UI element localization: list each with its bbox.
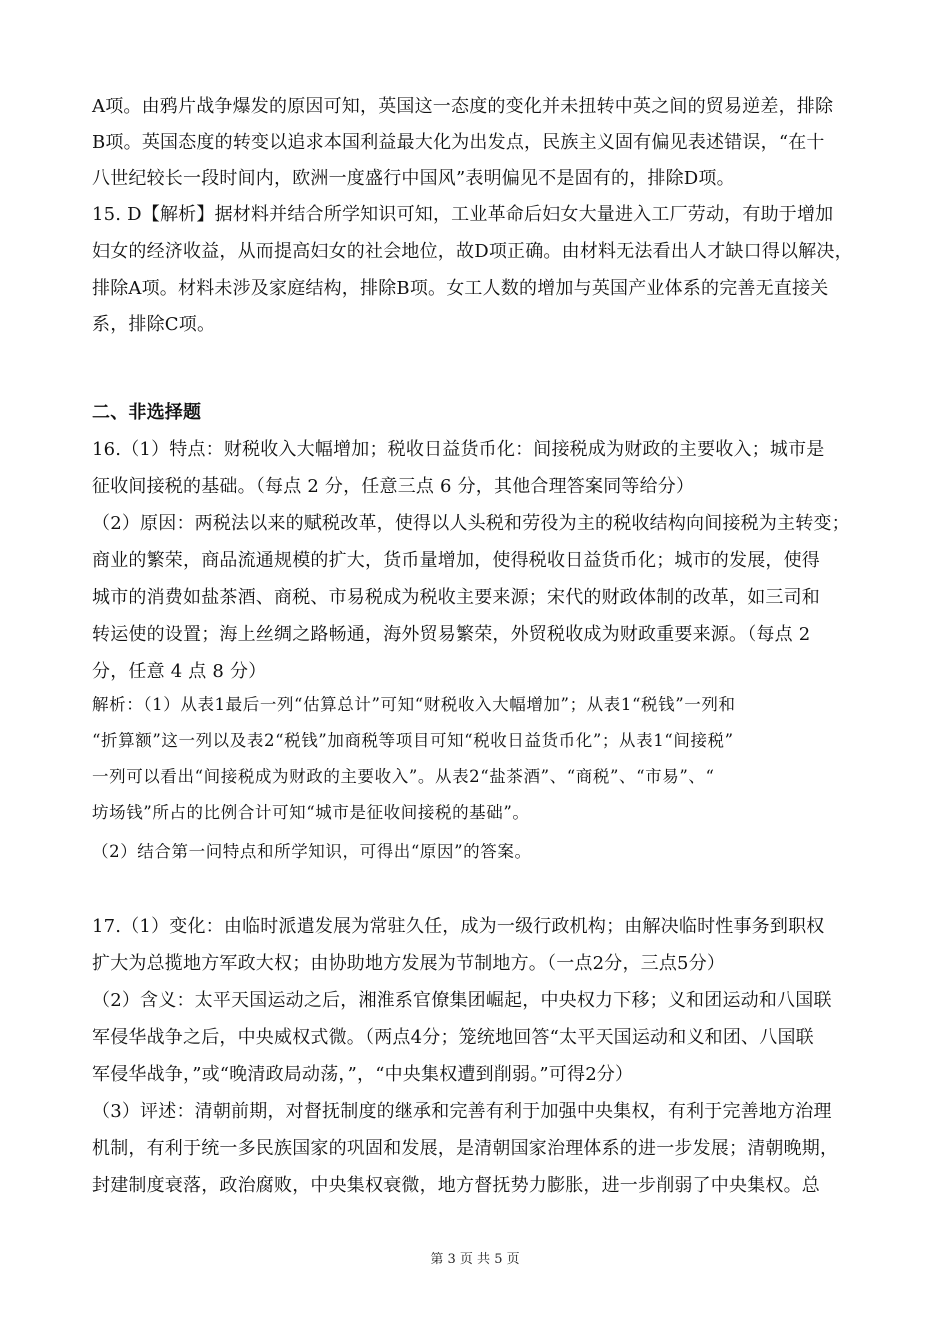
page-footer: 第 3 页 共 5 页 <box>430 1252 520 1267</box>
text-line: （3）评述：清朝前期，对督抚制度的继承和完善有利于加强中央集权，有利于完善地方治理 <box>92 1101 832 1122</box>
text-line: 军侵华战争之后，中央威权式微。（两点4分；笼统地回答“太平天国运动和义和团、八国联 <box>92 1027 814 1048</box>
text-line: 封建制度衰落，政治腐败，中央集权衰微，地方督抚势力膨胀，进一步削弱了中央集权。总 <box>92 1175 820 1196</box>
analysis-line: 解析：（1）从表1最后一列“估算总计”可知“财税收入大幅增加”；从表1“税钱”一列和 <box>92 695 736 714</box>
text-line: 征收间接税的基础。（每点 2 分，任意三点 6 分，其他合理答案同等给分） <box>92 476 695 497</box>
text-line: 排除A项。材料未涉及家庭结构，排除B项。女工人数的增加与英国产业体系的完善无直接关 <box>92 278 829 299</box>
answer-16-line: 16.（1）特点：财税收入大幅增加；税收日益货币化：间接税成为财政的主要收入；城市是 <box>92 439 825 460</box>
text-line: 转运使的设置；海上丝绸之路畅通，海外贸易繁荣，外贸税收成为财政重要来源。（每点 2 <box>92 624 811 645</box>
text-line: 机制，有利于统一多民族国家的巩固和发展，是清朝国家治理体系的进一步发展；清朝晚期， <box>92 1138 839 1159</box>
analysis-line: 一列可以看出“间接税成为财政的主要收入”。从表2“盐茶酒”、“商税”、“市易”、“ <box>92 767 715 786</box>
analysis-line: “折算额”这一列以及表2“税钱”加商税等项目可知“税收日益货币化”；从表1“间接税” <box>92 731 734 750</box>
text-line: 城市的消费如盐茶酒、商税、市易税成为税收主要来源；宋代的财政体制的改革，如三司和 <box>92 587 820 608</box>
text-line: 八世纪较长一段时间内，欧洲一度盛行中国风”表明偏见不是固有的，排除D项。 <box>92 168 735 189</box>
text-line: 扩大为总揽地方军政大权；由协助地方发展为节制地方。（一点2分，三点5分） <box>92 953 726 974</box>
section-heading: 二、非选择题 <box>92 402 202 423</box>
answer-17-line: 17.（1）变化：由临时派遣发展为常驻久任，成为一级行政机构；由解决临时性事务到职权 <box>92 916 825 937</box>
text-line: 妇女的经济收益，从而提高妇女的社会地位，故D项正确。由材料无法看出人才缺口得以解决， <box>92 241 853 262</box>
text-line: 系，排除C项。 <box>92 314 216 335</box>
text-line: 分，任意 4 点 8 分） <box>92 661 267 682</box>
text-line: （2）原因：两税法以来的赋税改革，使得以人头税和劳役为主的税收结构向间接税为主转变； <box>92 513 850 534</box>
answer-15-line: 15. D【解析】据材料并结合所学知识可知，工业革命后妇女大量进入工厂劳动，有助于增加 <box>92 204 834 225</box>
analysis-line: （2）结合第一问特点和所学知识，可得出“原因”的答案。 <box>92 842 532 861</box>
text-line: 军侵华战争，”或“晚清政局动荡，”，“中央集权遭到削弱。”可得2分） <box>92 1064 634 1085</box>
text-line: （2）含义：太平天国运动之后，湘淮系官僚集团崛起，中央权力下移；义和团运动和八国联 <box>92 990 832 1011</box>
analysis-line: 坊场钱”所占的比例合计可知“城市是征收间接税的基础”。 <box>92 803 530 822</box>
text-line: B项。英国态度的转变以追求本国利益最大化为出发点，民族主义固有偏见表述错误，“在十 <box>92 132 825 153</box>
text-line: A项。由鸦片战争爆发的原因可知，英国这一态度的变化并未扭转中英之间的贸易逆差，排除 <box>92 96 834 117</box>
text-line: 商业的繁荣，商品流通规模的扩大，货币量增加，使得税收日益货币化；城市的发展，使得 <box>92 550 820 571</box>
